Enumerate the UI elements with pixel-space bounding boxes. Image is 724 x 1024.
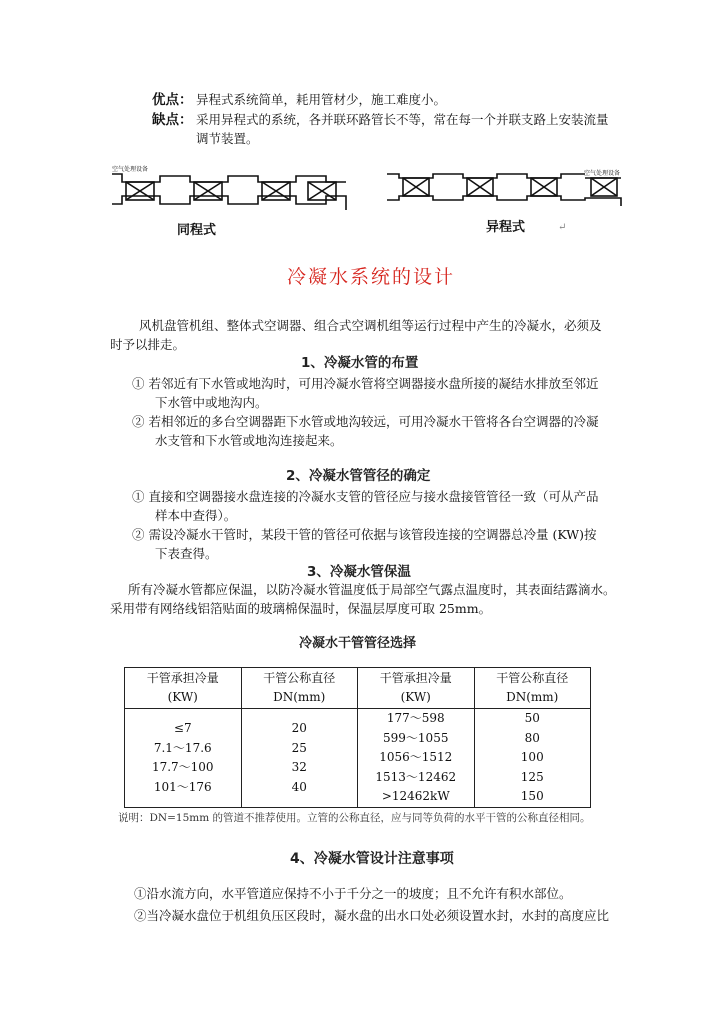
col3-value: 599～1055: [383, 730, 449, 745]
col2-value: 20: [291, 721, 307, 735]
intro-line1: 风机盘管机组、整体式空调器、组合式空调机组等运行过程中产生的冷凝水，必须及: [139, 318, 602, 333]
col2-value: 25: [291, 740, 307, 755]
col4-value: 150: [520, 789, 544, 804]
pros-text: 异程式系统简单，耗用管材少，施工难度小。: [196, 92, 447, 107]
col1-cell: [125, 709, 242, 808]
s3-para-line2: 采用带有网络线铝箔贴面的玻璃棉保温时，保温层厚度可取 25mm。: [110, 601, 492, 616]
col1-header-title: 干管承担冷量: [146, 671, 219, 685]
pipe-size-table: [124, 667, 591, 808]
s2-item2-line2: 下表查得。: [155, 546, 218, 561]
col4-header: [474, 668, 591, 709]
direct-return-label: 同程式: [177, 223, 217, 238]
col2-value: 32: [291, 760, 307, 774]
col1-value: ≤7: [173, 721, 192, 735]
col3-header: [358, 668, 475, 709]
s2-item1-line1: ① 直接和空调器接水盘连接的冷凝水支管的管径应与接水盘接管管径一致（可从产品: [132, 489, 599, 504]
col3-header-unit: (KW): [400, 690, 431, 704]
col2-header: [241, 668, 358, 709]
right-diagram-caption: 空气处理设备: [584, 170, 621, 177]
table-note: 说明：DN=15mm 的管道不推荐使用。立管的公称直径，应与同等负荷的水平干管的公称直径相同。: [118, 812, 591, 824]
col3-value: 1513～12462: [375, 769, 457, 784]
s4-heading: 4、冷凝水管设计注意事项: [290, 851, 454, 867]
left-diagram-caption: 空气处理设备: [112, 166, 149, 173]
col1-value: 101～176: [153, 779, 212, 794]
s1-item1-line1: ① 若邻近有下水管或地沟时，可用冷凝水管将空调器接水盘所接的凝结水排放至邻近: [132, 376, 599, 391]
col1-value: 7.1～17.6: [153, 740, 212, 755]
s2-item1-line2: 样本中查得）。: [155, 508, 237, 523]
col4-cell: [474, 709, 591, 808]
col4-value: 125: [520, 769, 544, 784]
s3-para-line1: 所有冷凝水管都应保温，以防冷凝水管温度低于局部空气露点温度时，其表面结露滴水。: [128, 582, 616, 597]
table-body-row: [125, 709, 591, 808]
s1-item2-line1: ② 若相邻近的多台空调器距下水管或地沟较远，可用冷凝水干管将各台空调器的冷凝: [132, 414, 599, 429]
reverse-return-label: 异程式: [486, 220, 526, 235]
col1-value: 17.7～100: [151, 760, 214, 774]
pros-label: 优点：: [152, 92, 193, 108]
s2-item2-line1: ② 需设冷凝水干管时，某段干管的管径可依据与该管段连接的空调器总冷量 (KW)按: [132, 527, 597, 542]
cons-text-line1: 采用异程式的系统，各并联环路管长不等，常在每一个并联支路上安装流量: [196, 112, 609, 127]
col4-header-unit: DN(mm): [506, 690, 559, 704]
col3-header-title: 干管承担冷量: [379, 671, 452, 685]
col4-value: 80: [524, 730, 540, 745]
cons-text-line2: 调节装置。: [196, 131, 259, 146]
s1-item1-line2: 下水管中或地沟内。: [155, 395, 268, 410]
s4-line1: ①沿水流方向，水平管道应保持不小于千分之一的坡度；且不允许有积水部位。: [134, 886, 572, 901]
table-title: 冷凝水干管管径选择: [299, 636, 417, 651]
col2-value: 40: [291, 779, 307, 794]
col3-value: 177～598: [386, 711, 445, 726]
col4-header-title: 干管公称直径: [496, 671, 569, 685]
s1-item2-line2: 水支管和下水管或地沟连接起来。: [155, 433, 343, 448]
s1-heading: 1、冷凝水管的布置: [301, 355, 419, 371]
col3-cell: [358, 709, 475, 808]
col2-header-title: 干管公称直径: [263, 671, 336, 685]
col2-header-unit: DN(mm): [273, 690, 326, 704]
cons-label: 缺点：: [152, 112, 193, 128]
intro-line2: 时予以排走。: [110, 337, 186, 352]
s2-heading: 2、冷凝水管管径的确定: [286, 468, 431, 484]
col2-cell: [241, 709, 358, 808]
s3-heading: 3、冷凝水管保温: [307, 564, 411, 580]
col1-header: [125, 668, 242, 709]
col3-value: 1056～1512: [379, 750, 453, 765]
col4-value: 100: [520, 750, 544, 765]
paragraph-mark-icon: ↵: [558, 222, 567, 233]
col3-value: >12462kW: [381, 789, 450, 804]
s4-line2: ②当冷凝水盘位于机组负压区段时，凝水盘的出水口处必须设置水封，水封的高度应比: [134, 908, 610, 923]
table-header-row: [125, 668, 591, 709]
col4-value: 50: [524, 711, 540, 726]
section-title: 冷凝水系统的设计: [287, 266, 456, 288]
col1-header-unit: (KW): [167, 690, 198, 704]
